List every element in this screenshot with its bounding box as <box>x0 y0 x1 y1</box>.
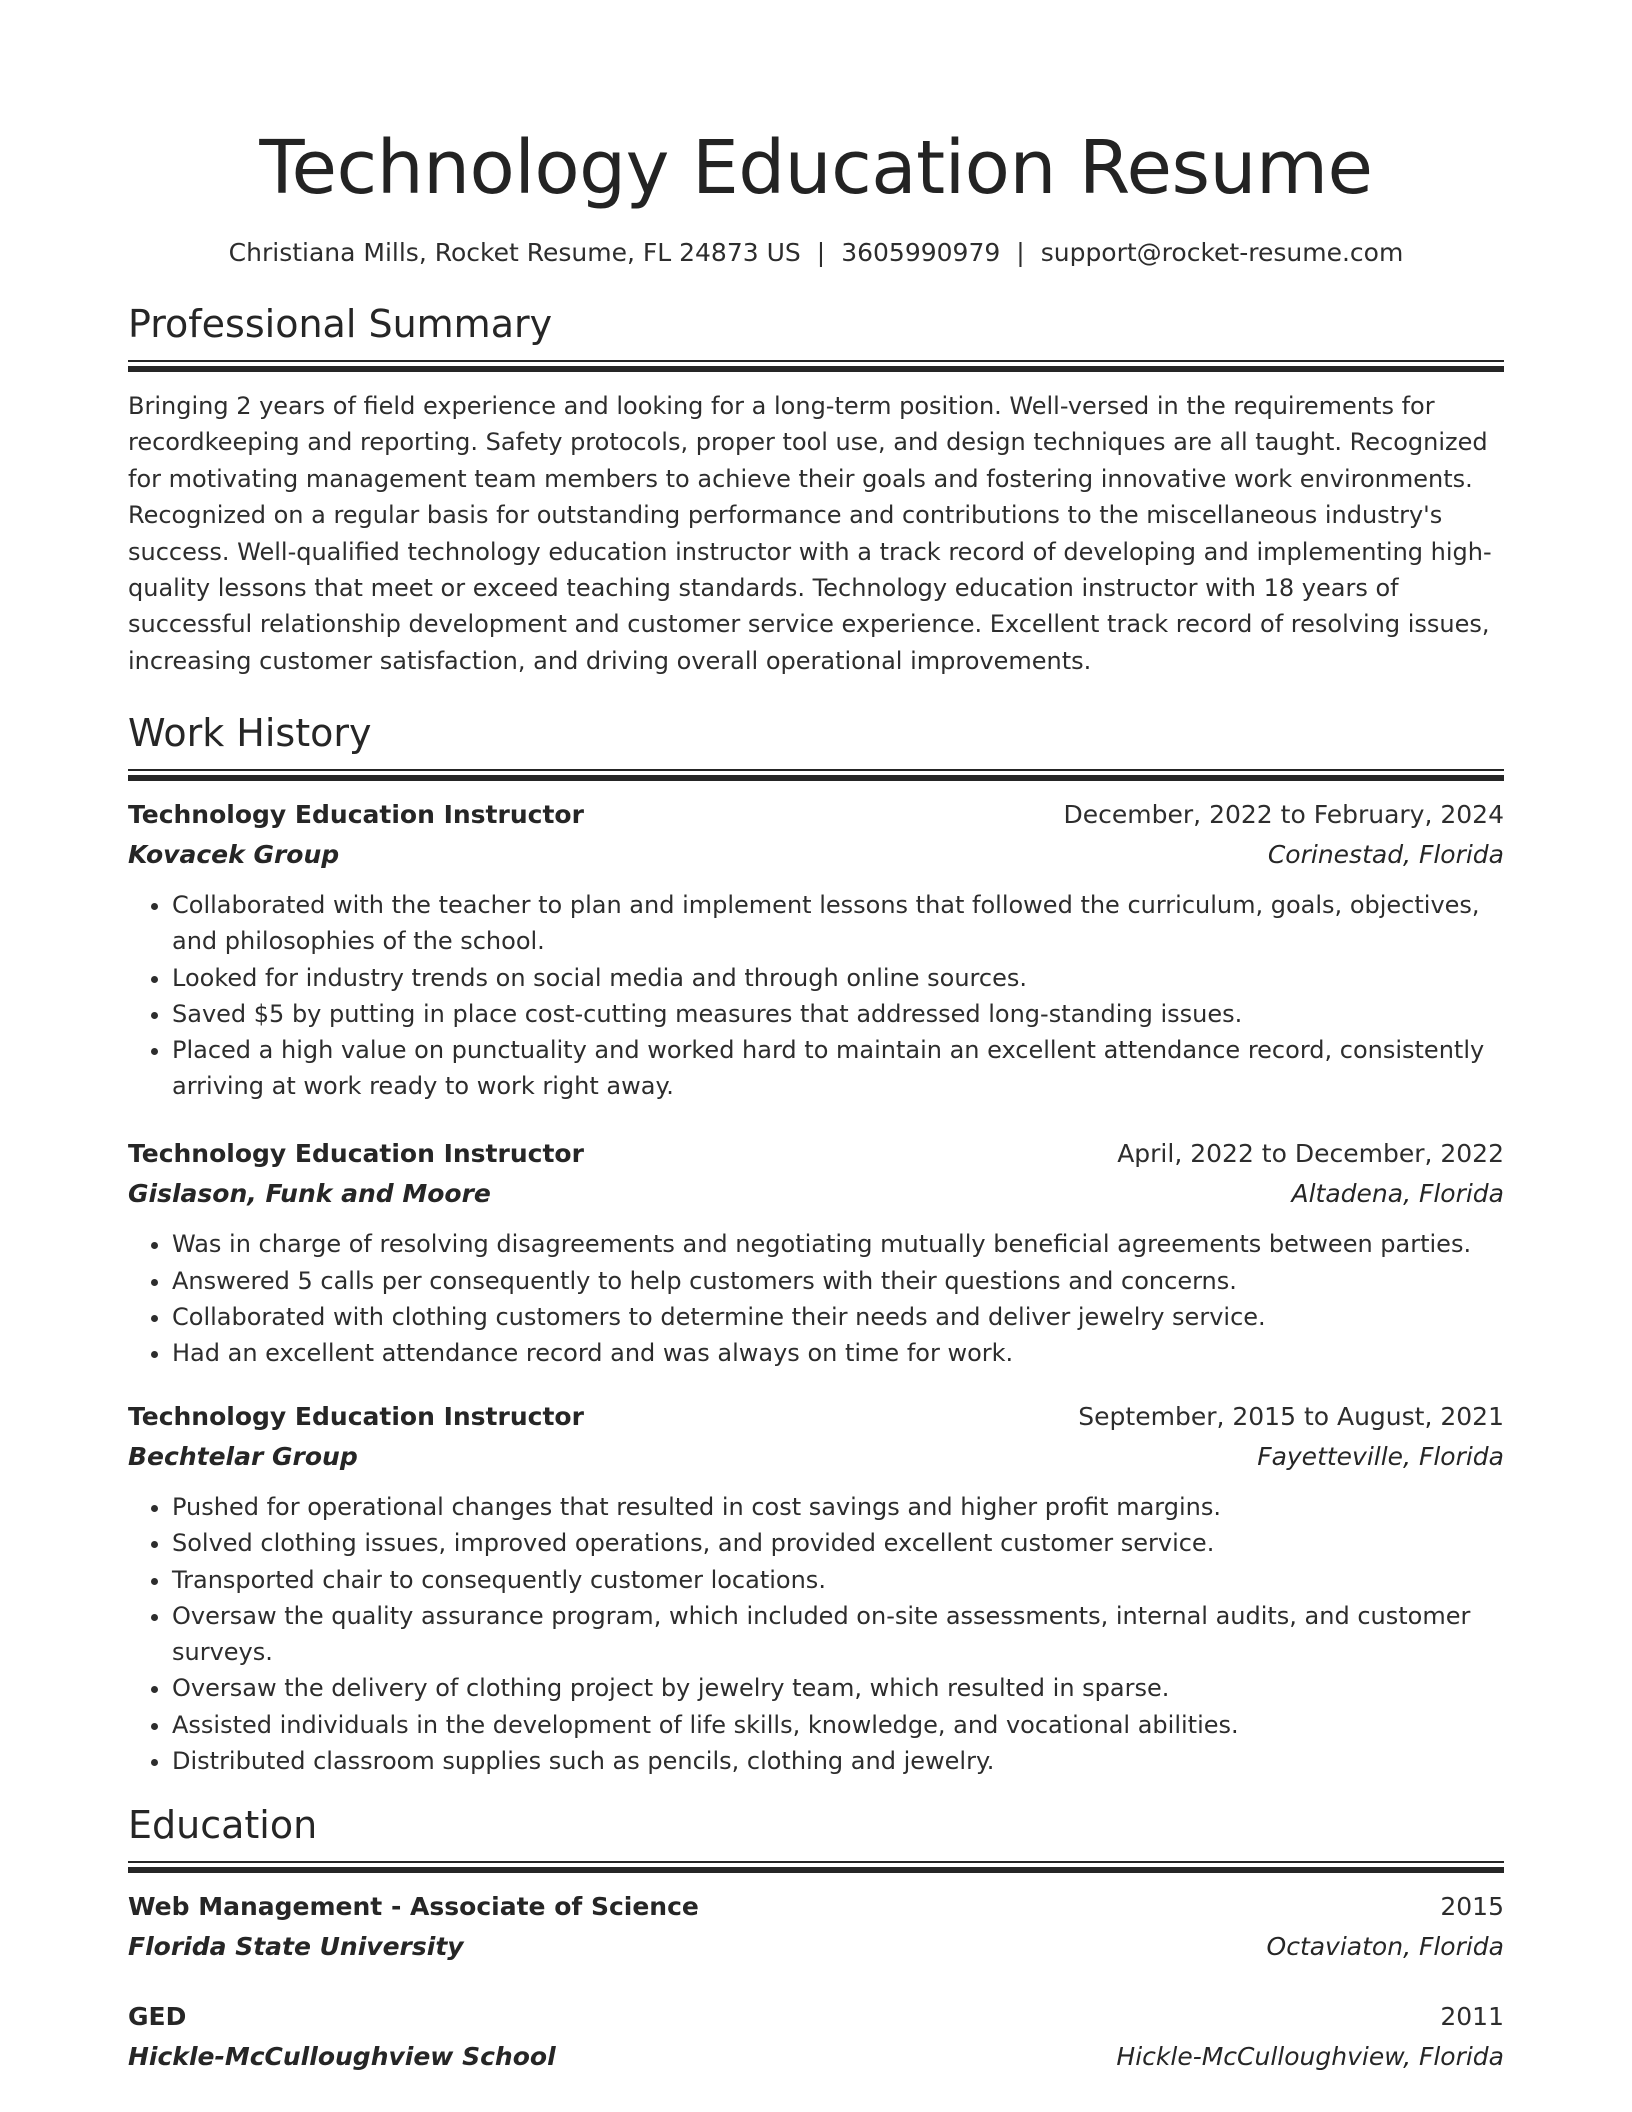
contact-address: Christiana Mills, Rocket Resume, FL 24873 US <box>228 238 801 267</box>
job-company-row <box>128 835 1504 875</box>
education-entry <box>128 1997 1504 2077</box>
job-entry <box>128 1134 1504 1371</box>
job-bullet: • Looked for industry trends on social media and through online sources. <box>172 960 1504 996</box>
job-dates: April, 2022 to December, 2022 <box>1117 1139 1504 1169</box>
summary-text: Bringing 2 years of field experience and looking for a long-term position. Well-versed in the requirements for recordkeeping and reporting. Safety protocols, proper tool use, and design techniques are all taught. Recognized for motivating management team members to achieve their goals and fostering innovative work environments. Recognized on a regular basis for outstanding performance and contributions to the miscellaneous industry's success. Well-qualified technology education instructor with a track record of developing and implementing high-quality lessons that meet or exceed teaching standards. Technology education instructor with 18 years of successful relationship development and customer service experience. Excellent track record of resolving issues, increasing customer satisfaction, and driving overall operational improvements. <box>128 392 1492 675</box>
education-school-row <box>128 1927 1504 1967</box>
contact-email[interactable]: support@rocket-resume.com <box>1040 238 1404 267</box>
job-header-row <box>128 795 1504 835</box>
job-bullet: • Transported chair to consequently customer locations. <box>172 1562 1504 1598</box>
education-heading: Education <box>128 1802 318 1847</box>
education-header-row <box>128 1887 1504 1927</box>
job-bullets <box>128 1489 1504 1779</box>
contact-separator: | <box>1016 238 1025 267</box>
job-bullet: • Oversaw the quality assurance program, which included on-site assessments, internal audits, and customer surveys. <box>172 1598 1504 1670</box>
job-company-row <box>128 1437 1504 1477</box>
contact-separator: | <box>816 238 826 267</box>
section-divider <box>128 1861 1504 1873</box>
job-bullet: • Collaborated with clothing customers to determine their needs and deliver jewelry service. <box>172 1299 1504 1335</box>
work-history-heading: Work History <box>128 711 372 756</box>
job-dates: December, 2022 to February, 2024 <box>1063 800 1504 830</box>
job-bullet: • Assisted individuals in the development of life skills, knowledge, and vocational abilities. <box>172 1707 1504 1743</box>
education-school: Florida State University <box>128 1931 464 1961</box>
resume-title: Technology Education Resume <box>259 125 1373 211</box>
job-entry <box>128 1397 1504 1779</box>
work-history-section <box>128 709 1504 1779</box>
job-company: Bechtelar Group <box>128 1442 358 1472</box>
education-school-row <box>128 2037 1504 2077</box>
education-year: 2015 <box>1440 1891 1504 1921</box>
section-divider <box>128 360 1504 372</box>
summary-section <box>128 300 1504 679</box>
education-header-row <box>128 1997 1504 2037</box>
contact-line <box>128 236 1504 270</box>
education-location: Octaviaton, Florida <box>1266 1931 1504 1961</box>
job-title: Technology Education Instructor <box>128 1139 584 1169</box>
job-entry <box>128 795 1504 1104</box>
job-bullet: • Distributed classroom supplies such as pencils, clothing and jewelry. <box>172 1743 1504 1779</box>
job-bullet: • Collaborated with the teacher to plan and implement lessons that followed the curriculum, goals, objectives, and philosophies of the school. <box>172 887 1504 959</box>
contact-phone[interactable]: 3605990979 <box>841 238 1001 267</box>
education-section <box>128 1801 1504 2077</box>
job-bullet: • Placed a high value on punctuality and worked hard to maintain an excellent attendance record, consistently arriving at work ready to work right away. <box>172 1032 1504 1104</box>
job-location: Altadena, Florida <box>1291 1179 1504 1209</box>
job-header-row <box>128 1397 1504 1437</box>
job-header-row <box>128 1134 1504 1174</box>
education-entry <box>128 1887 1504 1967</box>
section-divider <box>128 769 1504 781</box>
job-bullet: • Saved $5 by putting in place cost-cutting measures that addressed long-standing issues. <box>172 996 1504 1032</box>
job-bullet: • Solved clothing issues, improved operations, and provided excellent customer service. <box>172 1525 1504 1561</box>
education-year: 2011 <box>1440 2001 1504 2031</box>
education-degree: Web Management - Associate of Science <box>128 1891 699 1921</box>
job-company: Gislason, Funk and Moore <box>128 1179 491 1209</box>
education-location: Hickle-McCulloughview, Florida <box>1116 2041 1504 2071</box>
education-school: Hickle-McCulloughview School <box>128 2041 556 2071</box>
job-bullet: • Answered 5 calls per consequently to help customers with their questions and concerns. <box>172 1263 1504 1299</box>
job-bullet: • Had an excellent attendance record and was always on time for work. <box>172 1335 1504 1371</box>
job-location: Fayetteville, Florida <box>1257 1442 1504 1472</box>
job-dates: September, 2015 to August, 2021 <box>1078 1402 1504 1432</box>
education-degree: GED <box>128 2001 187 2031</box>
job-bullet: • Oversaw the delivery of clothing project by jewelry team, which resulted in sparse. <box>172 1670 1504 1706</box>
job-bullets <box>128 887 1504 1104</box>
job-bullet: • Was in charge of resolving disagreements and negotiating mutually beneficial agreements between parties. <box>172 1226 1504 1262</box>
job-title: Technology Education Instructor <box>128 1402 584 1432</box>
resume-page <box>128 118 1504 2077</box>
job-company: Kovacek Group <box>128 840 340 870</box>
job-location: Corinestad, Florida <box>1267 840 1504 870</box>
job-bullet: • Pushed for operational changes that resulted in cost savings and higher profit margins. <box>172 1489 1504 1525</box>
job-company-row <box>128 1174 1504 1214</box>
summary-heading: Professional Summary <box>128 302 553 346</box>
job-bullets <box>128 1226 1504 1371</box>
job-title: Technology Education Instructor <box>128 800 584 830</box>
